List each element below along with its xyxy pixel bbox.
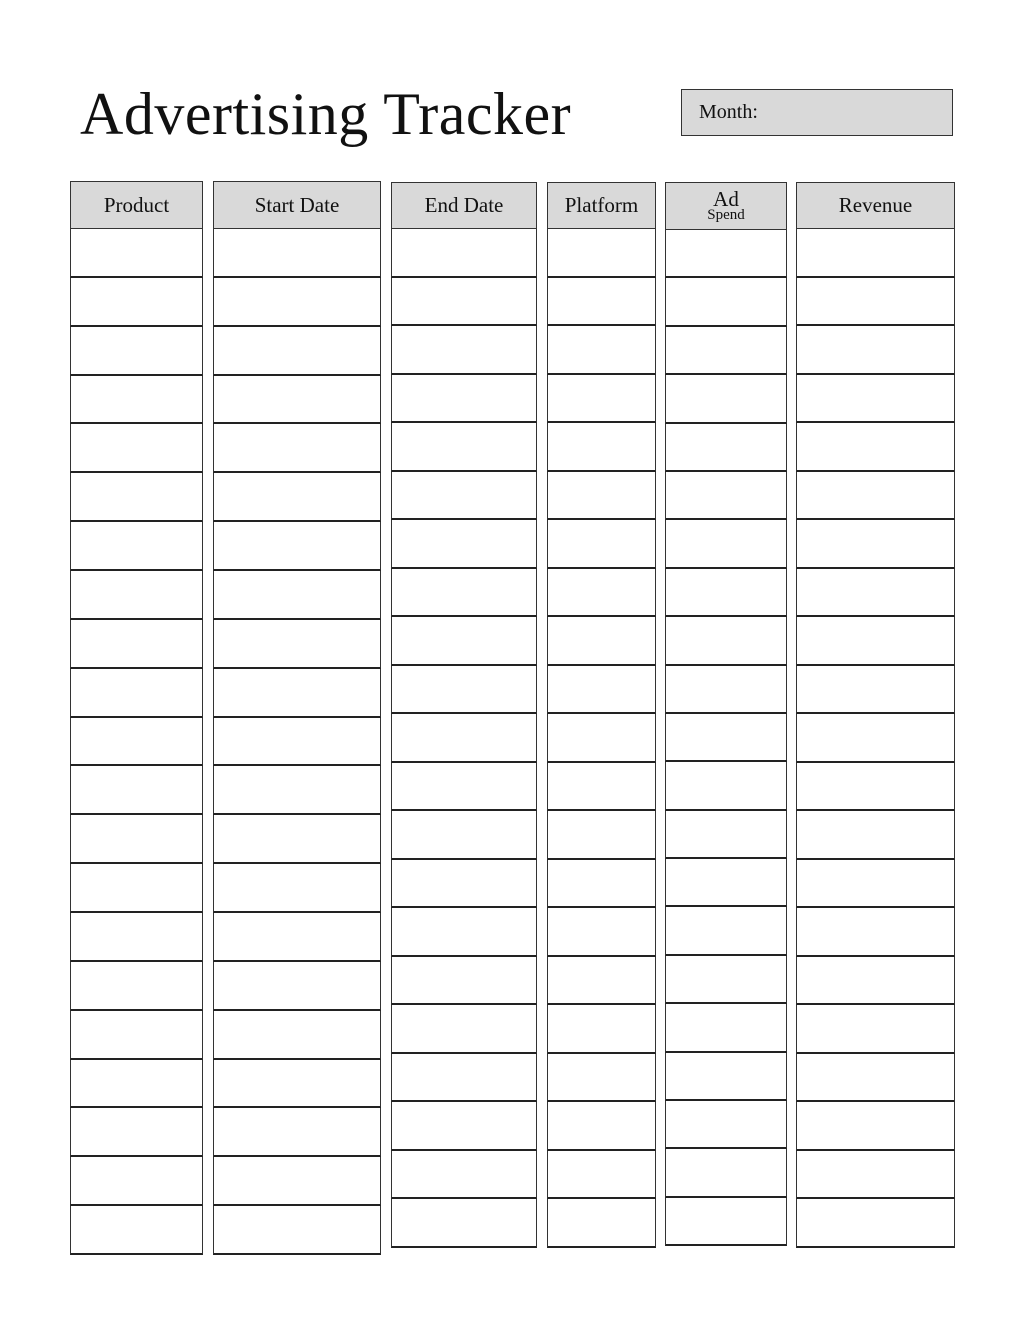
page-title: Advertising Tracker [80, 81, 572, 147]
end-date-cell[interactable] [391, 569, 537, 618]
ad-spend-cell[interactable] [665, 859, 787, 907]
start-date-cell[interactable] [213, 278, 381, 327]
revenue-cell[interactable] [796, 1102, 955, 1151]
column-ad-spend [665, 182, 787, 1246]
column-header-label: Ad [713, 187, 739, 211]
ad-spend-cell[interactable] [665, 375, 787, 423]
platform-cell[interactable] [547, 1151, 656, 1200]
platform-cell[interactable] [547, 229, 656, 278]
platform-cell[interactable] [547, 520, 656, 569]
revenue-cell[interactable] [796, 569, 955, 618]
start-date-cell[interactable] [213, 522, 381, 571]
revenue-cell[interactable] [796, 278, 955, 327]
start-date-cell[interactable] [213, 327, 381, 376]
product-cell[interactable] [70, 522, 203, 571]
end-date-cell[interactable] [391, 278, 537, 327]
end-date-cell[interactable] [391, 617, 537, 666]
ad-spend-cell[interactable] [665, 956, 787, 1004]
column-header-label: Platform [564, 193, 639, 217]
product-cell[interactable] [70, 1060, 203, 1109]
revenue-cell[interactable] [796, 763, 955, 812]
product-cell[interactable] [70, 571, 203, 620]
revenue-cell[interactable] [796, 714, 955, 763]
ad-spend-cell[interactable] [665, 762, 787, 810]
product-cell[interactable] [70, 962, 203, 1011]
start-date-cell[interactable] [213, 1108, 381, 1157]
platform-cell[interactable] [547, 908, 656, 957]
start-date-cell[interactable] [213, 1206, 381, 1255]
start-date-cell[interactable] [213, 913, 381, 962]
start-date-cell[interactable] [213, 718, 381, 767]
platform-cell[interactable] [547, 714, 656, 763]
platform-cell[interactable] [547, 617, 656, 666]
platform-cell[interactable] [547, 278, 656, 327]
ad-spend-cell[interactable] [665, 424, 787, 472]
product-cell[interactable] [70, 718, 203, 767]
end-date-cell[interactable] [391, 1151, 537, 1200]
column-header-product [70, 181, 203, 229]
column-revenue [796, 182, 955, 1248]
revenue-cell[interactable] [796, 1005, 955, 1054]
end-date-cell[interactable] [391, 957, 537, 1006]
column-header-revenue [796, 182, 955, 229]
product-cell[interactable] [70, 1157, 203, 1206]
product-cell[interactable] [70, 766, 203, 815]
ad-spend-cell[interactable] [665, 327, 787, 375]
start-date-cell[interactable] [213, 864, 381, 913]
column-header-label: End Date [424, 193, 504, 217]
column-header-start-date [213, 181, 381, 229]
ad-spend-cell[interactable] [665, 278, 787, 326]
start-date-cell[interactable] [213, 766, 381, 815]
platform-cell[interactable] [547, 811, 656, 860]
column-header-label: Product [103, 192, 170, 217]
end-date-cell[interactable] [391, 1102, 537, 1151]
start-date-cell[interactable] [213, 229, 381, 278]
end-date-cell[interactable] [391, 763, 537, 812]
ad-spend-cell[interactable] [665, 569, 787, 617]
start-date-cell[interactable] [213, 1157, 381, 1206]
platform-cell[interactable] [547, 375, 656, 424]
ad-spend-cell[interactable] [665, 907, 787, 955]
end-date-cell[interactable] [391, 375, 537, 424]
product-cell[interactable] [70, 473, 203, 522]
start-date-cell[interactable] [213, 424, 381, 473]
product-cell[interactable] [70, 913, 203, 962]
revenue-cell[interactable] [796, 617, 955, 666]
column-header-sublabel: Spend [707, 207, 745, 223]
revenue-cell[interactable] [796, 472, 955, 521]
ad-spend-cell[interactable] [665, 472, 787, 520]
product-cell[interactable] [70, 620, 203, 669]
end-date-cell[interactable] [391, 666, 537, 715]
end-date-cell[interactable] [391, 326, 537, 375]
ad-spend-cell[interactable] [665, 1053, 787, 1101]
product-cell[interactable] [70, 424, 203, 473]
ad-spend-cell[interactable] [665, 1149, 787, 1197]
platform-cell[interactable] [547, 860, 656, 909]
product-cell[interactable] [70, 1206, 203, 1255]
ad-spend-cell[interactable] [665, 714, 787, 762]
revenue-cell[interactable] [796, 520, 955, 569]
end-date-cell[interactable] [391, 1054, 537, 1103]
revenue-cell[interactable] [796, 375, 955, 424]
platform-cell[interactable] [547, 1005, 656, 1054]
column-header-label: Start Date [254, 192, 340, 217]
product-cell[interactable] [70, 376, 203, 425]
product-cell[interactable] [70, 327, 203, 376]
start-date-cell[interactable] [213, 571, 381, 620]
end-date-cell[interactable] [391, 520, 537, 569]
column-start-date [213, 181, 381, 1255]
end-date-cell[interactable] [391, 1005, 537, 1054]
month-label: Month: [699, 101, 758, 123]
platform-cell[interactable] [547, 957, 656, 1006]
revenue-cell[interactable] [796, 423, 955, 472]
product-cell[interactable] [70, 669, 203, 718]
start-date-cell[interactable] [213, 669, 381, 718]
revenue-cell[interactable] [796, 326, 955, 375]
revenue-cell[interactable] [796, 811, 955, 860]
revenue-cell[interactable] [796, 1151, 955, 1200]
revenue-cell[interactable] [796, 1054, 955, 1103]
end-date-cell[interactable] [391, 1199, 537, 1248]
platform-cell[interactable] [547, 1054, 656, 1103]
product-cell[interactable] [70, 278, 203, 327]
ad-spend-cell[interactable] [665, 666, 787, 714]
ad-spend-cell[interactable] [665, 1198, 787, 1246]
revenue-cell[interactable] [796, 229, 955, 278]
product-cell[interactable] [70, 815, 203, 864]
platform-cell[interactable] [547, 569, 656, 618]
column-platform [547, 182, 656, 1248]
end-date-cell[interactable] [391, 811, 537, 860]
product-cell[interactable] [70, 1108, 203, 1157]
column-header-label: Revenue [838, 193, 913, 217]
end-date-cell[interactable] [391, 908, 537, 957]
start-date-cell[interactable] [213, 1060, 381, 1109]
revenue-cell[interactable] [796, 1199, 955, 1248]
column-header-end-date [391, 182, 537, 229]
ad-spend-cell[interactable] [665, 1004, 787, 1052]
start-date-cell[interactable] [213, 815, 381, 864]
product-cell[interactable] [70, 229, 203, 278]
platform-cell[interactable] [547, 472, 656, 521]
column-end-date [391, 182, 537, 1248]
start-date-cell[interactable] [213, 620, 381, 669]
end-date-cell[interactable] [391, 860, 537, 909]
start-date-cell[interactable] [213, 376, 381, 425]
revenue-cell[interactable] [796, 666, 955, 715]
month-field[interactable] [681, 89, 953, 136]
ad-spend-cell[interactable] [665, 1101, 787, 1149]
ad-spend-cell[interactable] [665, 520, 787, 568]
platform-cell[interactable] [547, 1102, 656, 1151]
product-cell[interactable] [70, 1011, 203, 1060]
platform-cell[interactable] [547, 326, 656, 375]
product-cell[interactable] [70, 864, 203, 913]
end-date-cell[interactable] [391, 423, 537, 472]
end-date-cell[interactable] [391, 714, 537, 763]
ad-spend-cell[interactable] [665, 230, 787, 278]
start-date-cell[interactable] [213, 1011, 381, 1060]
platform-cell[interactable] [547, 666, 656, 715]
start-date-cell[interactable] [213, 962, 381, 1011]
platform-cell[interactable] [547, 1199, 656, 1248]
start-date-cell[interactable] [213, 473, 381, 522]
column-header-platform [547, 182, 656, 229]
platform-cell[interactable] [547, 763, 656, 812]
column-product [70, 181, 203, 1255]
revenue-cell[interactable] [796, 908, 955, 957]
platform-cell[interactable] [547, 423, 656, 472]
end-date-cell[interactable] [391, 229, 537, 278]
ad-spend-cell[interactable] [665, 811, 787, 859]
revenue-cell[interactable] [796, 957, 955, 1006]
column-header-ad-spend [665, 182, 787, 230]
end-date-cell[interactable] [391, 472, 537, 521]
revenue-cell[interactable] [796, 860, 955, 909]
ad-spend-cell[interactable] [665, 617, 787, 665]
